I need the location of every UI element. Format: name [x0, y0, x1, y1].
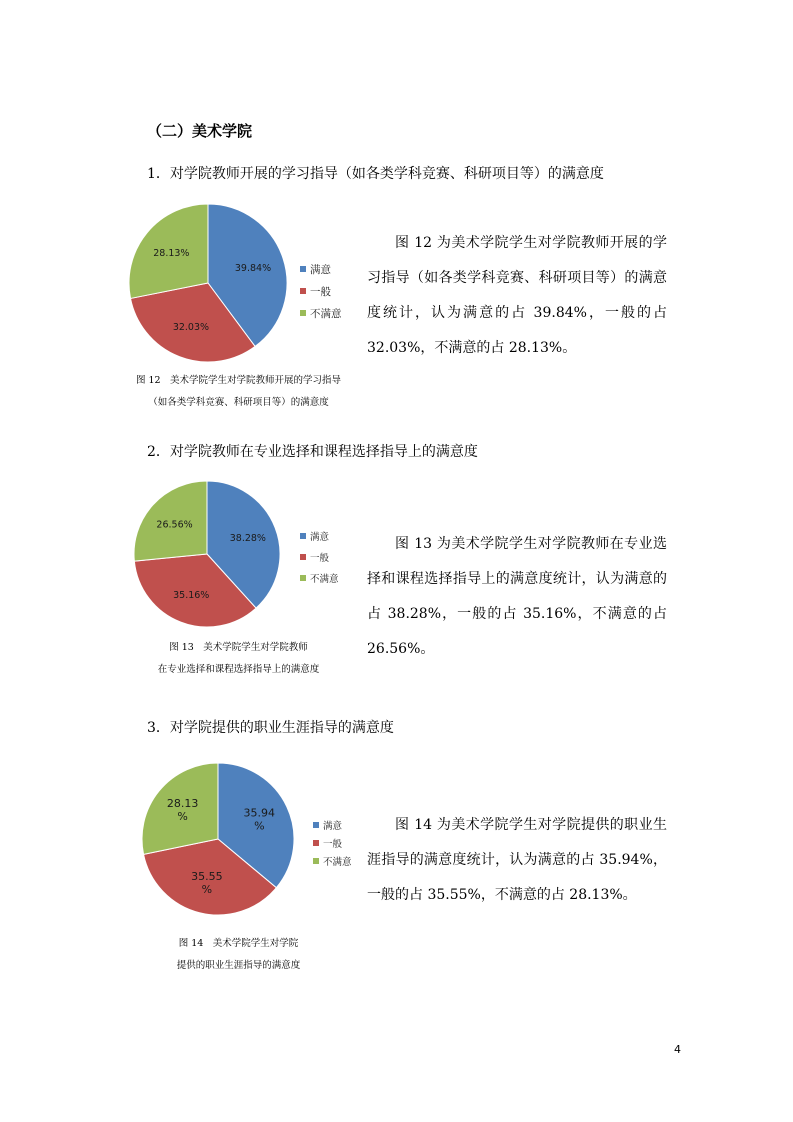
legend-label-2: 一般	[323, 839, 343, 850]
data-label-2: 32.03%	[172, 322, 210, 334]
figure-caption-13-line2: 在专业选择和课程选择指导上的满意度	[157, 664, 320, 675]
data-label-1: 39.84%	[234, 263, 272, 275]
figure-caption-12-line1: 图 12 美术学院学生对学院教师开展的学习指导	[135, 375, 342, 386]
legend-swatch-1	[313, 822, 319, 828]
legend-label-3: 不满意	[323, 857, 352, 868]
pie-chart-13	[120, 475, 360, 635]
legend-label-3: 不满意	[310, 574, 339, 585]
data-label-1: 35.94 %	[243, 806, 276, 833]
legend-label-2: 一般	[310, 286, 331, 298]
pie-chart-14	[120, 755, 360, 925]
data-label-3: 28.13 %	[166, 797, 199, 824]
legend-swatch-1	[300, 266, 306, 272]
figure-caption-14-line2: 提供的职业生涯指导的满意度	[176, 960, 301, 971]
data-label-1: 38.28%	[229, 533, 266, 545]
figure-caption-14	[111, 933, 366, 977]
page-number: 4	[674, 1043, 681, 1056]
legend-swatch-2	[313, 840, 319, 846]
legend-swatch-2	[300, 554, 306, 560]
legend-label-3: 不满意	[310, 308, 342, 320]
data-label-2: 35.55 %	[191, 870, 223, 897]
legend-label-1: 满意	[310, 264, 331, 276]
legend-swatch-2	[300, 288, 306, 294]
figure-caption-14-line1: 图 14 美术学院学生对学院	[178, 938, 299, 949]
question-heading-3: 3．对学院提供的职业生涯指导的满意度	[147, 720, 394, 736]
data-label-3: 28.13%	[153, 247, 190, 259]
legend-label-2: 一般	[310, 553, 330, 564]
figure-caption-12	[111, 370, 366, 414]
data-label-2: 35.16%	[173, 589, 210, 601]
figure-caption-13-line1: 图 13 美术学院学生对学院教师	[169, 642, 308, 653]
description-paragraph-13: 图 13 为美术学院学生对学院教师在专业选择和课程选择指导上的满意度统计，认为满意的占 38.28%，一般的占 35.16%，不满意的占 26.56%。	[367, 536, 667, 657]
legend-label-1: 满意	[310, 532, 330, 543]
question-heading-2: 2．对学院教师在专业选择和课程选择指导上的满意度	[147, 444, 478, 460]
legend-swatch-1	[300, 533, 306, 539]
pie-chart-12	[120, 195, 360, 370]
legend-swatch-3	[300, 575, 306, 581]
section-title: （二）美术学院	[147, 122, 253, 140]
description-paragraph-14: 图 14 为美术学院学生对学院提供的职业生涯指导的满意度统计，认为满意的占 35.94%，一般的占 35.55%，不满意的占 28.13%。	[367, 817, 667, 903]
legend-label-1: 满意	[323, 821, 343, 832]
legend-swatch-3	[313, 858, 319, 864]
description-paragraph-12: 图 12 为美术学院学生对学院教师开展的学习指导（如各类学科竞赛、科研项目等）的满意度统计，认为满意的占 39.84%，一般的占 32.03%，不满意的占 28.13%。	[367, 235, 667, 356]
figure-caption-12-line2: （如各类学科竞赛、科研项目等）的满意度	[148, 397, 329, 408]
data-label-3: 26.56%	[156, 519, 193, 531]
legend-swatch-3	[300, 310, 306, 316]
figure-caption-13	[111, 637, 366, 681]
question-heading-1: 1．对学院教师开展的学习指导（如各类学科竞赛、科研项目等）的满意度	[147, 166, 604, 182]
